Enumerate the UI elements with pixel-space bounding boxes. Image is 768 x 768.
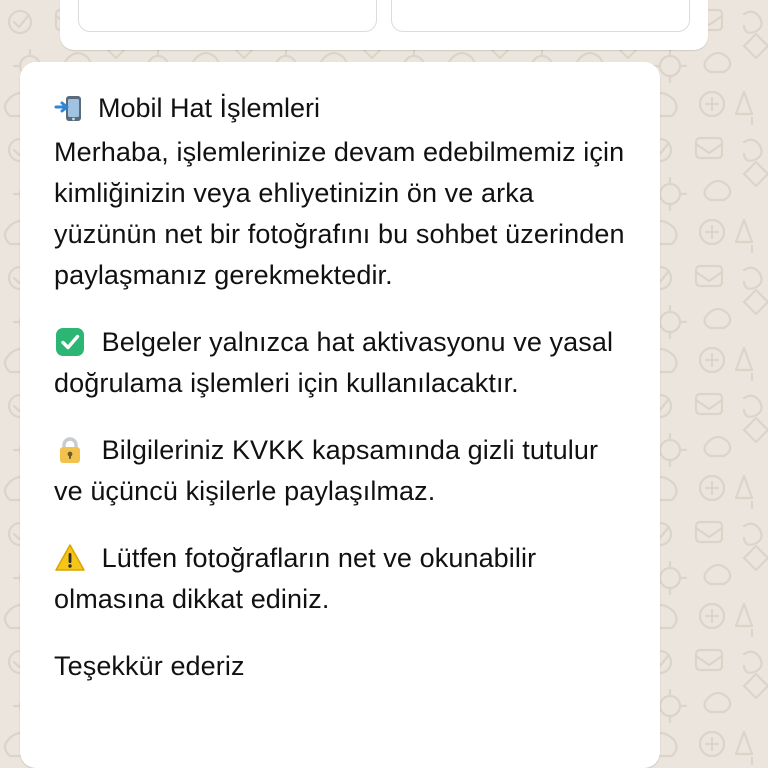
mobile-phone-with-arrow-icon [54, 92, 86, 124]
quick-reply-buttons [60, 0, 708, 50]
paragraph-text: Merhaba, işlemlerinize devam edebilmemiz için kimliğinizin veya ehliyetinizin ön ve arka yüzünün net bir fotoğrafını bu sohbet üzerinden paylaşmanız gerekmektedir. [54, 137, 625, 290]
check-mark-button-icon [54, 326, 86, 358]
warning-icon [54, 542, 86, 574]
paragraph-text: Bilgileriniz KVKK kapsamında gizli tutulur ve üçüncü kişilerle paylaşılmaz. [54, 435, 599, 506]
message-paragraph-3 [54, 430, 630, 512]
message-title-text: Mobil Hat İşlemleri [98, 93, 321, 123]
message-paragraph-2 [54, 322, 630, 404]
paragraph-text: Teşekkür ederiz [54, 651, 245, 681]
message-paragraph-4 [54, 538, 630, 620]
paragraph-text: Lütfen fotoğrafların net ve okunabilir olmasına dikkat ediniz. [54, 543, 537, 614]
previous-message-bubble [60, 0, 708, 50]
quick-reply-button-right[interactable] [391, 0, 690, 32]
lock-icon [54, 434, 86, 466]
quick-reply-button-left[interactable] [78, 0, 377, 32]
message-paragraph-1 [54, 132, 630, 296]
paragraph-text: Belgeler yalnızca hat aktivasyonu ve yasal doğrulama işlemleri için kullanılacaktır. [54, 327, 614, 398]
message-paragraph-5 [54, 646, 630, 687]
message-title [54, 88, 630, 128]
message-bubble[interactable] [20, 62, 660, 768]
